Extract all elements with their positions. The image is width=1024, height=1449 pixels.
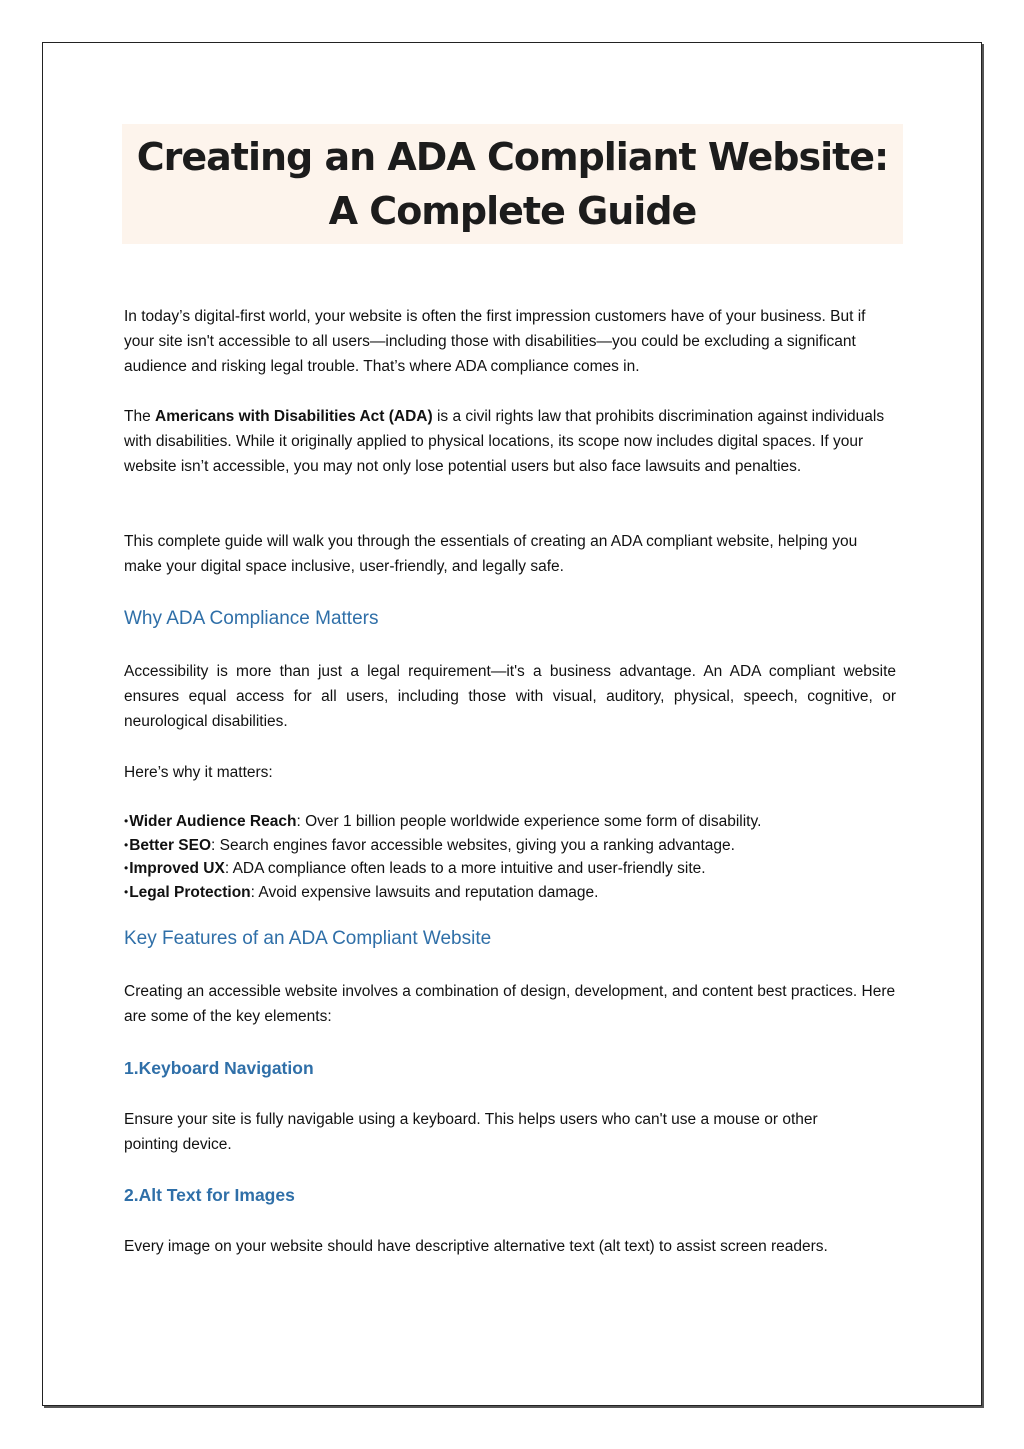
intro-paragraph-3: This complete guide will walk you through the essentials of creating an ADA compliant website, helping you make your digital space inclusive, user-friendly, and legally safe.	[124, 533, 858, 575]
list-item-title: Wider Audience Reach	[129, 813, 297, 830]
feature-heading-keyboard: 1.Keyboard Navigation	[124, 1058, 314, 1078]
benefits-list	[124, 810, 896, 905]
why-paragraph-2: Here’s why it matters:	[124, 764, 273, 781]
list-item-text: : Search engines favor accessible websites, giving you a ranking advantage.	[211, 836, 735, 854]
intro-paragraph-2	[124, 404, 896, 479]
intro-paragraph-2-body: is a civil rights law that prohibits discrimination against individuals with disabilities. While it originally applied to physical locations, its scope now includes digital spaces. If your website isn’t accessible, you may not only lose potential users but also face lawsuits and penalties.	[124, 408, 885, 475]
title-banner	[122, 124, 903, 244]
list-item-text: : Avoid expensive lawsuits and reputation damage.	[250, 884, 599, 902]
feature-text-keyboard: Ensure your site is fully navigable using a keyboard. This helps users who can't use a mouse or other pointing device.	[124, 1111, 818, 1153]
intro-paragraph-1: In today’s digital-first world, your website is often the first impression customers have of your business. But if your site isn't accessible to all users—including those with disabilities—you could be excluding a significant audience and risking legal trouble. That’s where ADA compliance comes in.	[124, 308, 866, 375]
section-heading-why: Why ADA Compliance Matters	[124, 608, 379, 629]
page-title-line-1: Creating an ADA Compliant Website:	[136, 135, 889, 179]
list-item-text: : Over 1 billion people worldwide experience some form of disability.	[296, 813, 762, 830]
list-item-text: : ADA compliance often leads to a more intuitive and user-friendly site.	[224, 860, 706, 878]
list-item	[124, 857, 896, 881]
why-paragraph-1: Accessibility is more than just a legal requirement—it's a business advantage. An ADA compliant website ensures equal access for all users, including those with visual, auditory, physical, speech, cognitive, or neurological disabilities.	[124, 663, 896, 730]
features-intro-paragraph: Creating an accessible website involves a combination of design, development, and content best practices. Here are some of the key elements:	[124, 983, 896, 1025]
list-item-title: Legal Protection	[129, 884, 251, 902]
bullet-icon: •	[124, 885, 129, 900]
feature-heading-alt-text: 2.Alt Text for Images	[124, 1185, 295, 1205]
bullet-icon: •	[124, 814, 129, 828]
page-title-line-2: A Complete Guide	[328, 189, 697, 233]
list-item	[124, 810, 896, 834]
feature-text-alt-text: Every image on your website should have descriptive alternative text (alt text) to assist screen readers.	[124, 1238, 828, 1255]
intro-paragraph-2-lead: The	[124, 408, 156, 425]
list-item-title: Improved UX	[129, 860, 225, 878]
ada-term: Americans with Disabilities Act (ADA)	[155, 408, 433, 425]
bullet-icon: •	[124, 861, 129, 876]
list-item	[124, 834, 896, 858]
list-item-title: Better SEO	[129, 836, 212, 854]
bullet-icon: •	[124, 837, 129, 852]
section-heading-features: Key Features of an ADA Compliant Website	[124, 928, 492, 949]
list-item	[124, 881, 896, 905]
